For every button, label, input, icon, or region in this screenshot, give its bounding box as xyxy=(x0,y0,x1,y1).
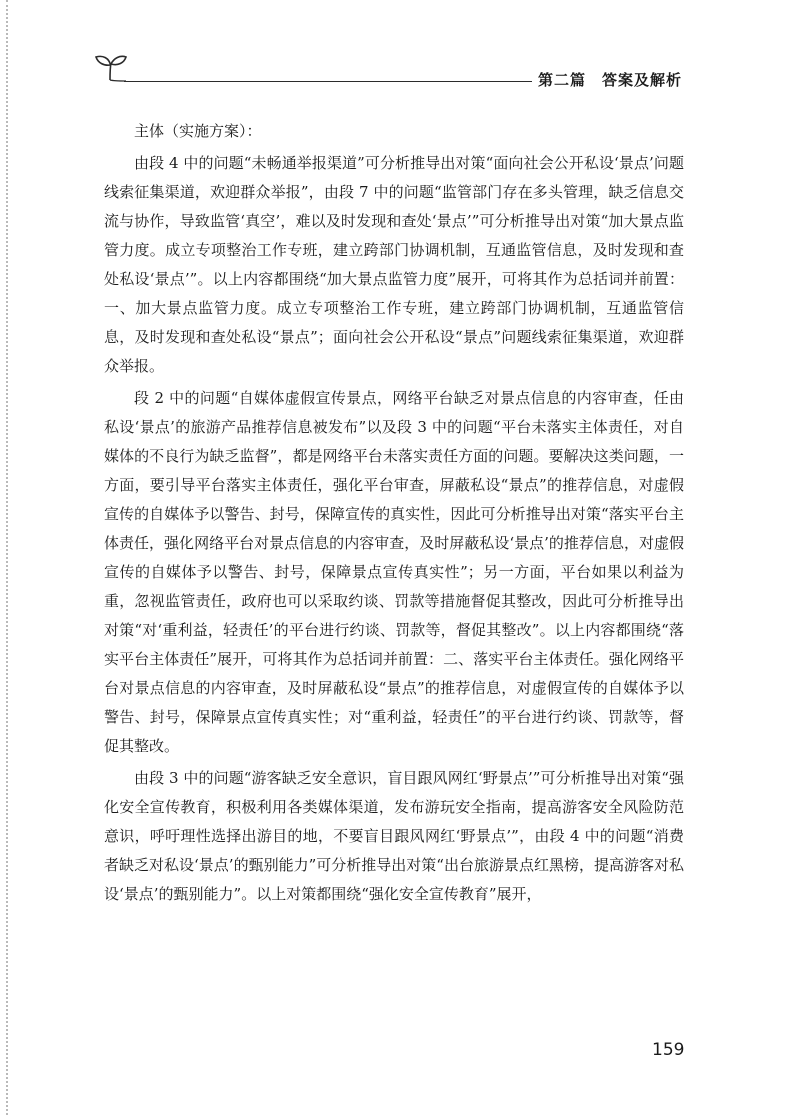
page-number: 159 xyxy=(652,1040,685,1060)
scan-binding-edge xyxy=(6,0,8,1115)
body-content xyxy=(104,117,684,909)
paragraph: 由段 4 中的问题“未畅通举报渠道”可分析推导出对策“面向社会公开私设‘景点’问题线索征集渠道，欢迎群众举报”，由段 7 中的问题“监管部门存在多头管理，缺乏信息交流与协作，导致监管‘真空’，难以及时发现和查处‘景点’”可分析推导出对策“加大景点监管力度。成立专项整治工作专班，建立跨部门协调机制，互通监管信息，及时发现和查处私设‘景点’”。以上内容都围绕“加大景点监管力度”展开，可将其作为总括词并前置：一、加大景点监管力度。成立专项整治工作专班，建立跨部门协调机制，互通监管信息，及时发现和查处私设“景点”；面向社会公开私设“景点”问题线索征集渠道，欢迎群众举报。 xyxy=(104,154,684,375)
paragraph: 段 2 中的问题“自媒体虚假宣传景点，网络平台缺乏对景点信息的内容审查，任由私设‘景点’的旅游产品推荐信息被发布”以及段 3 中的问题“平台未落实主体责任，对自媒体的不良行为缺乏监督”，都是网络平台未落实责任方面的问题。要解决这类问题，一方面，要引导平台落实主体责任，强化平台审查，屏蔽私设“景点”的推荐信息，对虚假宣传的自媒体予以警告、封号，保障宣传的真实性，因此可分析推导出对策“落实平台主体责任，强化网络平台对景点信息的内容审查，及时屏蔽私设‘景点’的推荐信息，对虚假宣传的自媒体予以警告、封号，保障景点宣传真实性”；另一方面，平台如果以利益为重，忽视监管责任，政府也可以采取约谈、罚款等措施督促其整改，因此可分析推导出对策“对‘重利益，轻责任’的平台进行约谈、罚款等，督促其整改”。以上内容都围绕“落实平台主体责任”展开，可将其作为总括词并前置：二、落实平台主体责任。强化网络平台对景点信息的内容审查，及时屏蔽私设“景点”的推荐信息，对虚假宣传的自媒体予以警告、封号，保障景点宣传真实性；对“重利益，轻责任”的平台进行约谈、罚款等，督促其整改。 xyxy=(104,389,684,755)
paragraph: 主体（实施方案）： xyxy=(134,122,262,140)
sprout-leaf-icon xyxy=(94,52,128,82)
header-rule xyxy=(124,81,532,82)
paragraph: 由段 3 中的问题“游客缺乏安全意识，盲目跟风网红‘野景点’”可分析推导出对策“强化安全宣传教育，积极利用各类媒体渠道，发布游玩安全指南，提高游客安全风险防范意识，呼吁理性选择出游目的地，不要盲目跟风网红‘野景点’”，由段 4 中的问题“消费者缺乏对私设‘景点’的甄别能力”可分析推导出对策“出台旅游景点红黑榜，提高游客对私设‘景点’的甄别能力”。以上对策都围绕“强化安全宣传教育”展开， xyxy=(104,769,684,903)
header-title: 第二篇 答案及解析 xyxy=(538,71,683,89)
